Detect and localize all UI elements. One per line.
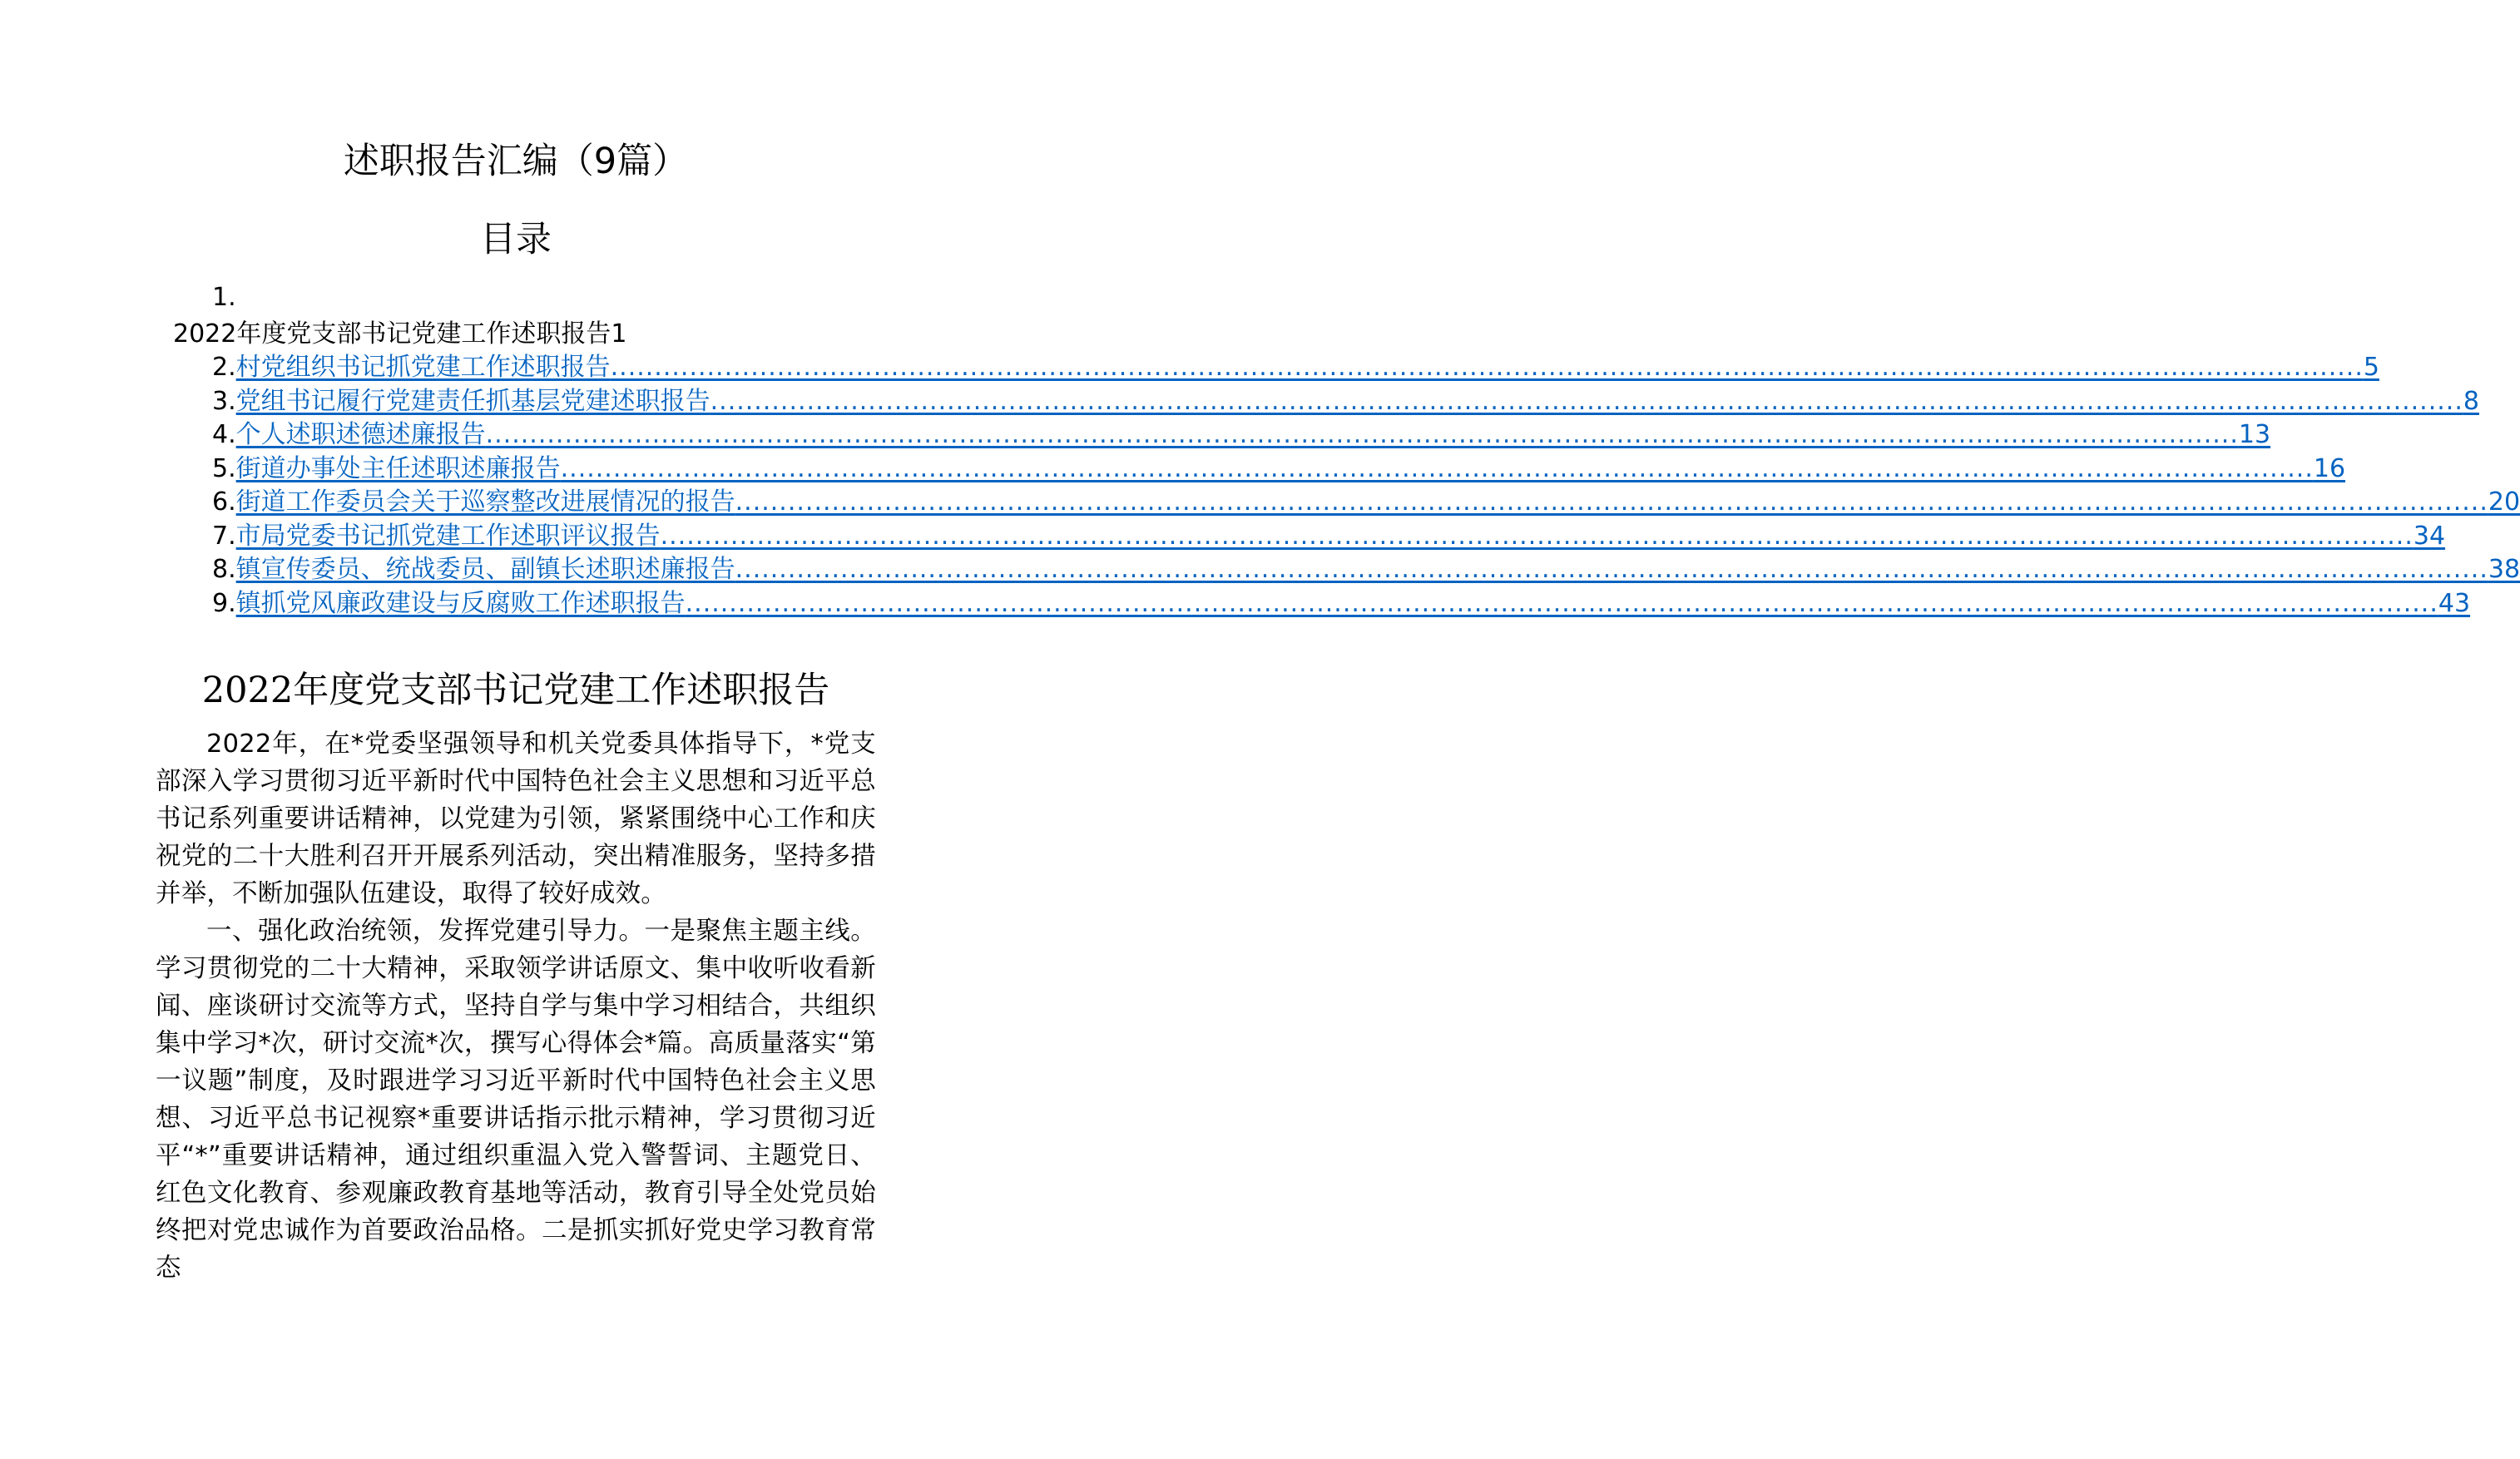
toc-item-number: 2. <box>212 353 236 382</box>
toc-link[interactable] <box>236 418 2270 452</box>
toc-link-label: 镇抓党风廉政建设与反腐败工作述职报告 <box>235 589 686 618</box>
toc-link-label: 街道办事处主任述职述廉报告 <box>235 454 561 483</box>
toc-link[interactable] <box>236 351 2379 384</box>
body-paragraph-2: 一、强化政治统领，发挥党建引导力。一是聚焦主题主线。学习贯彻党的二十大精神，采取领学讲话原文、集中收听收看新闻、座谈研讨交流等方式，坚持自学与集中学习相结合，共组织集中学习*次，研讨交流*次，撰写心得体会*篇。高质量落实“第一议题”制度，及时跟进学习习近平新时代中国特色社会主义思想、习近平总书记视察*重要讲话指示批示精神，学习贯彻习近平“*”重要讲话精神，通过组织重温入党入警誓词、主题党日、红色文化教育、参观廉政教育基地等活动，教育引导全处党员始终把对党忠诚作为首要政治品格。二是抓实抓好党史学习教育常态 <box>156 917 876 1283</box>
toc-link-label: 村党组织书记抓党建工作述职报告 <box>235 353 611 382</box>
toc-page-number: 16 <box>2313 454 2346 483</box>
toc-item-2 <box>212 351 2379 384</box>
toc-item-3 <box>212 385 2479 418</box>
toc-item-6 <box>212 486 2520 519</box>
section-body <box>156 725 876 1287</box>
toc-link[interactable] <box>236 453 2345 486</box>
toc-leader-dots: ........................................................................................................................................................................................................ <box>710 387 2463 416</box>
toc-item-number: 5. <box>212 454 236 483</box>
document-title: 述职报告汇编（9篇） <box>343 141 689 182</box>
toc-item-4 <box>212 418 2271 452</box>
toc-link[interactable] <box>236 553 2520 586</box>
toc-item-number: 4. <box>212 420 236 449</box>
toc-link[interactable] <box>236 520 2445 553</box>
toc-item-7 <box>212 520 2446 553</box>
toc-item-number: 6. <box>212 487 236 517</box>
section-title: 2022年度党支部书记党建工作述职报告 <box>201 670 830 711</box>
toc-leader-dots: ........................................................................................................................................................................................................ <box>660 522 2414 551</box>
toc-item-number: 7. <box>212 522 236 551</box>
toc-link[interactable] <box>236 385 2479 418</box>
toc-item-9 <box>212 587 2471 621</box>
toc-link-label: 个人述职述德述廉报告 <box>235 420 486 449</box>
toc-heading: 目录 <box>480 219 552 260</box>
toc-link-label: 市局党委书记抓党建工作述职评议报告 <box>235 522 661 551</box>
toc-page-number: 5 <box>2363 353 2379 382</box>
toc-link-label: 街道工作委员会关于巡察整改进展情况的报告 <box>235 487 735 517</box>
toc-page-number: 43 <box>2438 589 2471 618</box>
toc-page-number: 34 <box>2413 522 2446 551</box>
toc-item-1-number: 1. <box>212 283 236 312</box>
toc-page-number: 8 <box>2463 387 2479 416</box>
toc-page-number: 38 <box>2488 555 2520 584</box>
toc-item-8 <box>212 553 2520 586</box>
toc-item-number: 8. <box>212 555 236 584</box>
toc-leader-dots: ........................................................................................................................................................................................................ <box>560 454 2314 483</box>
toc-link[interactable] <box>236 587 2470 621</box>
toc-link[interactable] <box>236 486 2520 519</box>
toc-link-label: 镇宣传委员、统战委员、副镇长述职述廉报告 <box>235 555 735 584</box>
body-paragraph-1: 2022年，在*党委坚强领导和机关党委具体指导下，*党支部深入学习贯彻习近平新时代中国特色社会主义思想和习近平总书记系列重要讲话精神，以党建为引领，紧紧围绕中心工作和庆祝党的二十大胜利召开开展系列活动，突出精准服务，坚持多措并举，不断加强队伍建设，取得了较好成效。 <box>156 730 876 908</box>
toc-page-number: 13 <box>2238 420 2271 449</box>
toc-item-5 <box>212 453 2346 486</box>
toc-item-1-text: 2022年度党支部书记党建工作述职报告1 <box>173 319 627 349</box>
toc-leader-dots: ........................................................................................................................................................................................................ <box>735 555 2488 584</box>
toc-item-number: 3. <box>212 387 236 416</box>
toc-item-number: 9. <box>212 589 236 618</box>
toc-page-number: 20 <box>2488 487 2520 517</box>
toc-leader-dots: ........................................................................................................................................................................................................ <box>735 487 2488 517</box>
toc-link-label: 党组书记履行党建责任抓基层党建述职报告 <box>235 387 710 416</box>
toc-leader-dots: ........................................................................................................................................................................................................ <box>610 353 2364 382</box>
toc-leader-dots: ........................................................................................................................................................................................................ <box>485 420 2239 449</box>
toc-leader-dots: ........................................................................................................................................................................................................ <box>685 589 2438 618</box>
